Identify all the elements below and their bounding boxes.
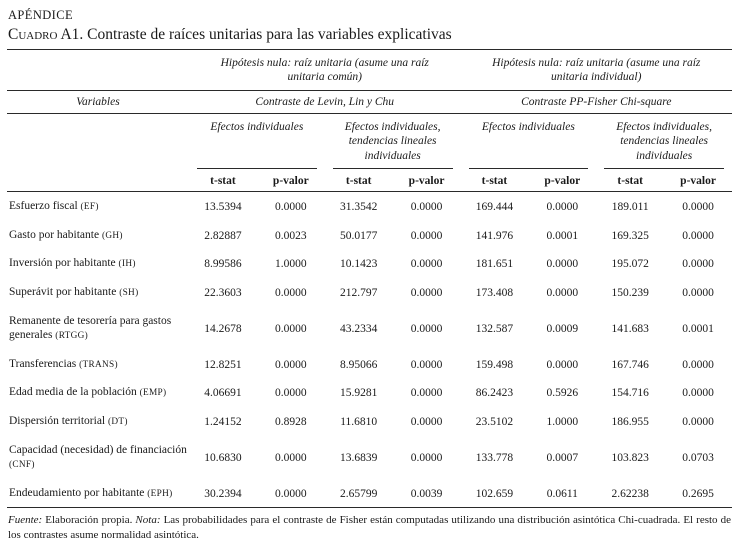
value-cell: 150.239 [611, 287, 649, 300]
variables-header: Variables [7, 90, 189, 113]
table-label: Cuadro A1. [8, 26, 84, 43]
spacer-cell [7, 113, 189, 169]
value-cell: 0.0000 [275, 287, 307, 300]
stat-header-row [7, 169, 732, 192]
value-cell: 0.2695 [664, 479, 732, 508]
value-cell: 13.5394 [204, 200, 242, 213]
value-cell: 0.0000 [682, 200, 714, 213]
value-cell: 0.0000 [275, 451, 307, 464]
value-cell: 0.0000 [546, 258, 579, 271]
value-cell: 0.8928 [275, 416, 307, 429]
value-cell: 0.0009 [546, 322, 579, 335]
contrast-header-llc: Contraste de Levin, Lin y Chu [189, 90, 461, 113]
unit-root-table [7, 50, 732, 508]
value-cell: 23.5102 [475, 416, 514, 429]
value-cell: 10.6830 [204, 451, 242, 464]
value-cell: 212.797 [340, 287, 378, 300]
table-row [7, 350, 732, 379]
table-row [7, 307, 732, 350]
value-cell: 102.659 [461, 479, 529, 508]
effects-row [7, 113, 732, 169]
table-row [7, 378, 732, 407]
value-cell: 2.65799 [325, 479, 393, 508]
variable-name: Gasto por habitante [9, 228, 100, 241]
variable-cell [7, 278, 189, 307]
value-cell: 0.0000 [546, 358, 579, 371]
variable-abbr: (EMP) [139, 388, 167, 399]
table-title-text: Contraste de raíces unitarias para las variables explicativas [87, 26, 452, 43]
value-cell: 11.6810 [340, 416, 378, 429]
value-cell: 0.0000 [410, 200, 443, 213]
effects-trends-header: Efectos individuales, tendencias lineales individuales [325, 113, 461, 169]
variable-abbr: (TRANS) [79, 359, 118, 370]
value-cell: 141.976 [475, 229, 514, 242]
value-cell: 30.2394 [189, 479, 257, 508]
variable-cell [7, 221, 189, 250]
value-cell: 0.0000 [682, 229, 714, 242]
table-row [7, 479, 732, 508]
value-cell: 4.06691 [204, 387, 242, 400]
value-cell: 2.62238 [596, 479, 664, 508]
tstat-header: t-stat [189, 169, 257, 192]
variable-cell [7, 436, 189, 479]
value-cell: 43.2334 [340, 322, 378, 335]
value-cell: 13.6839 [340, 451, 378, 464]
spacer-cell [7, 50, 189, 90]
value-cell: 0.0000 [546, 287, 579, 300]
table-row [7, 221, 732, 250]
value-cell: 31.3542 [340, 200, 378, 213]
variable-abbr: (GH) [101, 230, 123, 241]
tstat-header: t-stat [325, 169, 393, 192]
value-cell: 103.823 [611, 451, 649, 464]
value-cell: 154.716 [611, 387, 649, 400]
variable-abbr: (EF) [80, 201, 99, 212]
value-cell: 0.0000 [682, 358, 714, 371]
value-cell: 181.651 [475, 258, 514, 271]
table-title [7, 26, 732, 50]
value-cell: 0.0001 [682, 322, 714, 335]
variable-cell [7, 407, 189, 436]
pvalor-header: p-valor [257, 169, 325, 192]
table-row [7, 407, 732, 436]
fuente-label: Fuente: [8, 514, 43, 527]
value-cell: 12.8251 [204, 358, 242, 371]
pvalor-header: p-valor [528, 169, 596, 192]
value-cell: 22.3603 [204, 287, 242, 300]
value-cell: 167.746 [611, 358, 649, 371]
variable-name: Edad media de la población [9, 386, 137, 399]
value-cell: 0.0000 [682, 416, 714, 429]
spacer-cell [7, 169, 189, 192]
variable-name: Capacidad (necesidad) de financiación [9, 444, 187, 457]
value-cell: 169.325 [611, 229, 649, 242]
value-cell: 0.0001 [546, 229, 579, 242]
effects-trends-header: Efectos individuales, tendencias lineales individuales [596, 113, 732, 169]
table-row [7, 436, 732, 479]
value-cell: 0.0000 [410, 229, 443, 242]
variable-name: Esfuerzo fiscal [9, 199, 78, 212]
value-cell: 0.0000 [410, 387, 443, 400]
value-cell: 14.2678 [204, 322, 242, 335]
value-cell: 0.0611 [528, 479, 596, 508]
value-cell: 0.0007 [546, 451, 579, 464]
value-cell: 0.0000 [410, 287, 443, 300]
table-row [7, 278, 732, 307]
value-cell: 0.0000 [682, 287, 714, 300]
value-cell: 0.0703 [682, 451, 714, 464]
pvalor-header: p-valor [393, 169, 461, 192]
value-cell: 50.0177 [340, 229, 378, 242]
nota-label: Nota: [135, 514, 161, 527]
contrast-header-fisher: Contraste PP-Fisher Chi-square [461, 90, 733, 113]
value-cell: 132.587 [475, 322, 514, 335]
tstat-header: t-stat [461, 169, 529, 192]
value-cell: 189.011 [611, 200, 649, 213]
value-cell: 186.955 [611, 416, 649, 429]
value-cell: 0.0000 [682, 258, 714, 271]
value-cell: 133.778 [475, 451, 514, 464]
value-cell: 8.95066 [340, 358, 378, 371]
variable-abbr: (CNF) [9, 459, 35, 470]
variable-abbr: (DT) [108, 417, 128, 428]
variable-name: Inversión por habitante [9, 257, 116, 270]
value-cell: 8.99586 [204, 258, 242, 271]
footnote [7, 508, 732, 542]
table-row [7, 249, 732, 278]
value-cell: 1.24152 [204, 416, 242, 429]
hypothesis-row [7, 50, 732, 90]
variable-cell [7, 350, 189, 379]
value-cell: 2.82887 [204, 229, 242, 242]
variable-cell [7, 307, 189, 350]
effects-header: Efectos individuales [461, 113, 597, 169]
value-cell: 0.0000 [410, 258, 443, 271]
value-cell: 0.0000 [275, 387, 307, 400]
variable-name: Endeudamiento por habitante [9, 486, 145, 499]
variable-name: Transferencias [9, 357, 77, 370]
value-cell: 15.9281 [340, 387, 378, 400]
value-cell: 0.0000 [275, 358, 307, 371]
variable-cell [7, 479, 189, 508]
variable-abbr: (IH) [118, 259, 136, 270]
value-cell: 141.683 [611, 322, 649, 335]
value-cell: 195.072 [611, 258, 649, 271]
value-cell: 0.0000 [275, 200, 307, 213]
table-row [7, 191, 732, 220]
value-cell: 1.0000 [275, 258, 307, 271]
value-cell: 0.5926 [546, 387, 579, 400]
appendix-heading: APÉNDICE [8, 8, 74, 22]
variable-name: Remanente de tesorería para gastos generales [9, 315, 172, 341]
value-cell: 0.0000 [257, 479, 325, 508]
pvalor-header: p-valor [664, 169, 732, 192]
value-cell: 0.0000 [682, 387, 714, 400]
value-cell: 10.1423 [340, 258, 378, 271]
value-cell: 0.0000 [275, 322, 307, 335]
hypothesis-header-common: Hipótesis nula: raíz unitaria (asume una raíz unitaria común) [189, 50, 461, 90]
tstat-header: t-stat [596, 169, 664, 192]
variable-cell [7, 378, 189, 407]
value-cell: 0.0000 [410, 358, 443, 371]
value-cell: 1.0000 [546, 416, 579, 429]
value-cell: 0.0023 [275, 229, 307, 242]
value-cell: 169.444 [475, 200, 514, 213]
value-cell: 0.0000 [410, 451, 443, 464]
fuente-text: Elaboración propia. [45, 514, 133, 527]
nota-text: Las probabilidades para el contraste de Fisher están computadas utilizando una distribución asintótica Chi-cuadrada. El resto de los contrastes asume normalidad asintótica. [8, 514, 732, 541]
effects-header: Efectos individuales [189, 113, 325, 169]
variable-cell [7, 249, 189, 278]
hypothesis-header-individual: Hipótesis nula: raíz unitaria (asume una raíz unitaria individual) [461, 50, 733, 90]
value-cell: 0.0000 [410, 322, 443, 335]
variable-abbr: (RTGG) [55, 330, 89, 341]
variable-cell [7, 191, 189, 220]
variable-name: Superávit por habitante [9, 286, 117, 299]
value-cell: 159.498 [475, 358, 514, 371]
value-cell: 0.0000 [410, 416, 443, 429]
value-cell: 0.0039 [393, 479, 461, 508]
value-cell: 0.0000 [546, 200, 579, 213]
variable-abbr: (SH) [119, 288, 139, 299]
contrast-row [7, 90, 732, 113]
value-cell: 86.2423 [475, 387, 514, 400]
variable-name: Dispersión territorial [9, 415, 106, 428]
value-cell: 173.408 [475, 287, 514, 300]
variable-abbr: (EPH) [147, 488, 173, 499]
